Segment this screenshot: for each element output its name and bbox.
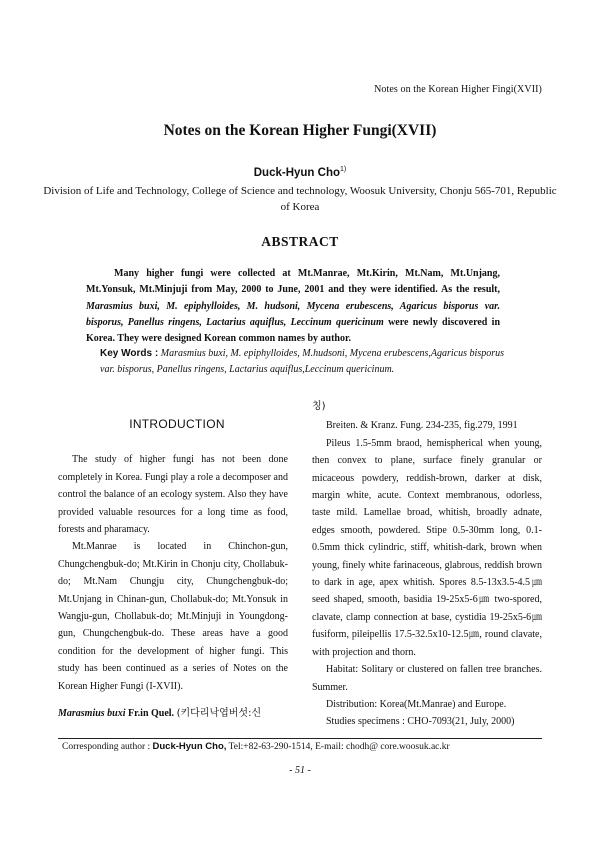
species-reference: Breiten. & Kranz. Fung. 234-235, fig.279, 1991 [326, 420, 518, 432]
author-name: Duck-Hyun Cho [253, 166, 340, 179]
page-number: - 51 - [289, 765, 311, 776]
species-authority: Fr.in Quel. [128, 708, 175, 720]
species-heading [58, 705, 288, 722]
author-footnote-mark: 1) [340, 166, 347, 173]
running-head: Notes on the Korean Higher Fingi(XVII) [374, 84, 542, 95]
author-line [0, 166, 600, 179]
affiliation: Division of Life and Technology, College of Science and technology, Woosuk University, Chonju 565-701, Republic of Korea [43, 185, 557, 213]
introduction-heading: INTRODUCTION [129, 417, 225, 431]
abstract-text-2: were newly discovered in Korea. They were designed Korean common names by author. [86, 316, 501, 345]
keywords-list: Marasmius buxi, M. epiphylloides, M.hudsoni, Mycena erubescens,Agaricus bisporus var. bisporus, Panellus ringens, Lactarius aquiflus,Leccinum quericinum. [100, 348, 504, 375]
abstract-body [86, 266, 500, 347]
species-description: Pileus 1.5-5mm braod, hemispherical when young, then convex to plane, surface finely granular or micaceous powdery, reddish-brown, darker at disk, margin white, acute. Context membranous, odorless, taste mild. Lamellae broad, whitish, broadly adnate, edges smooth, powdered. Stipe 0.5-30mm long, 0.1-0.5mm thick cylindric, stiff, whitish-dark, brown when young, finely white farinaceous, glabrous, reddish brown to dark in age, apex whitish. Spores 8.5-13x3.5-4.5㎛ seed shaped, smooth, basidia 19-25x5-6㎛ two-spored, clavate, clamp connection at base, cystidia 19-25x5-6㎛ fusiform, pileipellis 17.5-32.5x10-12.5㎛, round clavate, with projection and thorn. [312, 437, 542, 658]
abstract-heading: ABSTRACT [261, 234, 339, 249]
paper-title: Notes on the Korean Higher Fungi(XVII) [163, 122, 437, 139]
keywords-label: Key Words : [100, 348, 159, 359]
intro-paragraph-2: Mt.Manrae is located in Chinchon-gun, Chungchengbuk-do; Mt.Kirin in Chonju city, Chollabuk-do; Mt.Nam Chungju city, Chungchengbuk-do; Mt.Unjang in Chinan-gun, Chollabuk-do; Mt.Yonsuk in Wangju-gun, Chollabuk-do; Mt.Minjuji in Youngdong-gun, Chungchengbuk-do. These areas have a good condition for the development of higher fungi. This study has been continued as a series of Notes on the Korean Higher Fungi (I-XVII). [58, 541, 288, 692]
species-specimens: Studies specimens : CHO-7093(21, July, 2000) [326, 716, 515, 728]
corresponding-author-note [62, 741, 542, 752]
footer-contact: Tel:+82-63-290-1514, E-mail: chodh@ core.woosuk.ac.kr [228, 742, 450, 752]
footer-divider [58, 738, 542, 739]
right-column [312, 398, 542, 731]
left-column [58, 412, 288, 723]
species-name: Marasmius buxi [58, 708, 126, 720]
species-korean-name: (키다리낙엽버섯:신 [176, 708, 262, 720]
footer-label: Corresponding author : [62, 742, 151, 752]
keywords [100, 346, 504, 378]
korean-name-continuation: 칭) [312, 401, 326, 412]
abstract-species-list: Marasmius buxi, M. epiphylloides, M. hudsoni, Mycena erubescens, Agaricus bisporus var. bisporus, Panellus ringens, Lactarius aquiflus, Leccinum quericinum [86, 300, 500, 328]
footer-author: Duck-Hyun Cho, [152, 741, 227, 752]
intro-paragraph-1: The study of higher fungi has not been done completely in Korea. Fungi play a role a decomposer and control the balance of an ecology system. Also they have provided valuable resources for a long time as food, forests and pharamacy. [58, 454, 288, 536]
species-habitat: Habitat: Solitary or clustered on fallen tree branches. Summer. [312, 664, 542, 693]
species-distribution: Distribution: Korea(Mt.Manrae) and Europe. [326, 698, 507, 710]
abstract-text-1: Many higher fungi were collected at Mt.Manrae, Mt.Kirin, Mt.Nam, Mt.Unjang, Mt.Yonsuk, Mt.Minjuji from May, 2000 to June, 2001 and they were identified. As the result, [86, 268, 500, 296]
